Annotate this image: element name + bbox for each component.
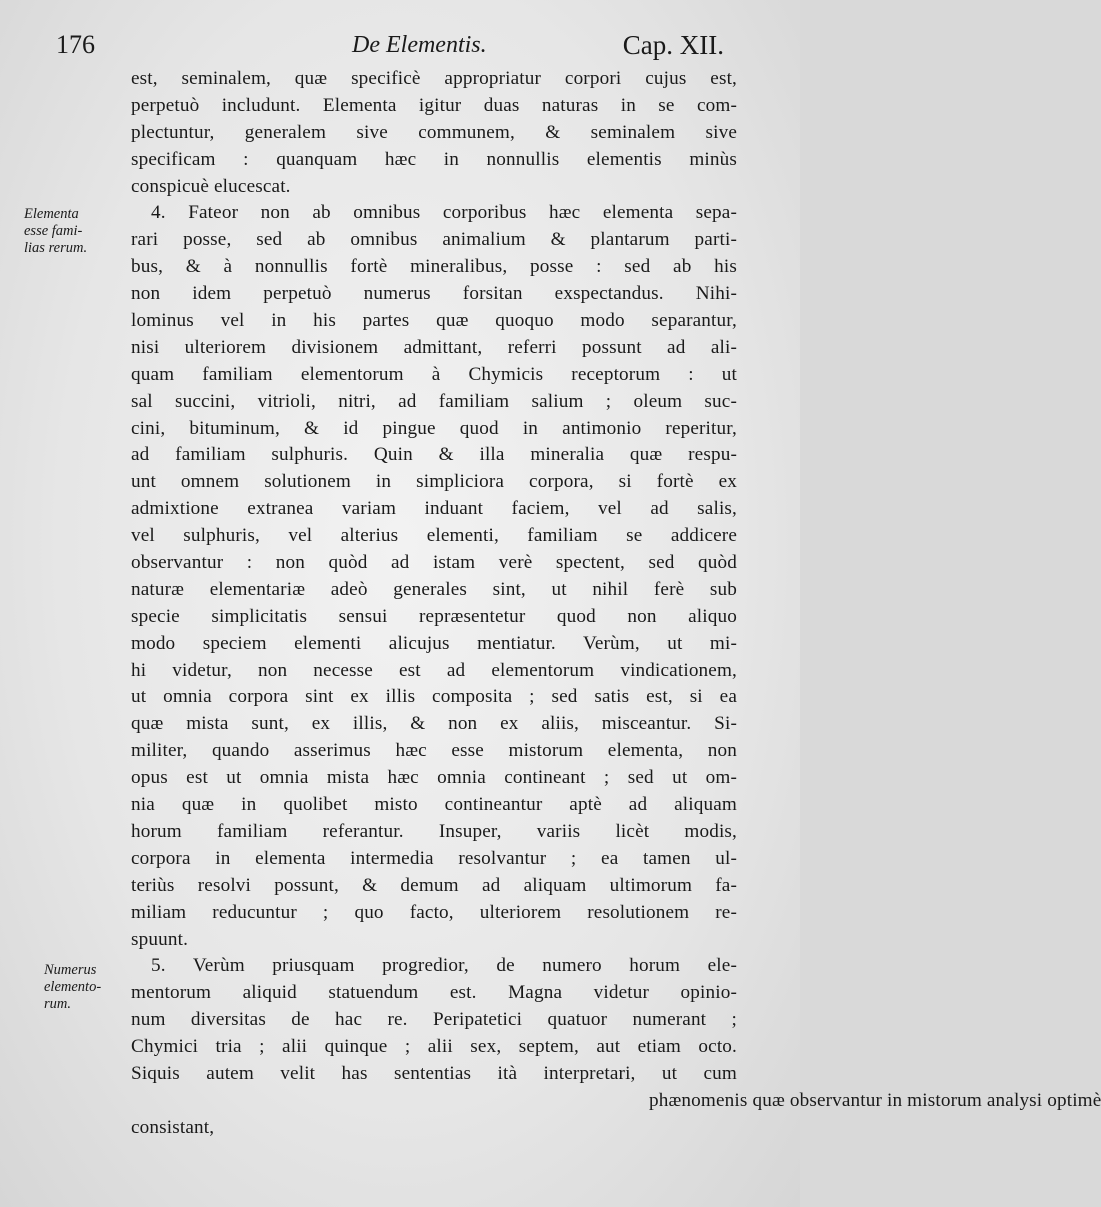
text-line: perpetuò includunt. Elementa igitur duas naturas in se com- <box>131 94 737 116</box>
text-line: opus est ut omnia mista hæc omnia contineant ; sed ut om- <box>131 767 737 789</box>
text-line: teriùs resolvi possunt, & demum ad aliquam ultimorum fa- <box>131 874 737 896</box>
margin-note-line: lias rerum. <box>24 240 88 256</box>
text-line: 5. Verùm priusquam progredior, de numero horum ele- <box>151 955 737 977</box>
margin-note-line: rum. <box>44 996 71 1012</box>
text-line: mentorum aliquid statuendum est. Magna videtur opinio- <box>131 982 737 1004</box>
text-line: admixtione extranea variam induant faciem, vel ad salis, <box>131 498 737 520</box>
text-line: specie simplicitatis sensui repræsentetur quod non aliquo <box>131 605 737 627</box>
text-line: modo speciem elementi alicujus mentiatur. Verùm, ut mi- <box>131 632 737 654</box>
text-line: 4. Fateor non ab omnibus corporibus hæc elementa sepa- <box>151 202 737 224</box>
margin-note-line: esse fami- <box>24 223 83 239</box>
text-line: cini, bituminum, & id pingue quod in antimonio reperitur, <box>131 417 737 439</box>
text-line: horum familiam referantur. Insuper, variis licèt modis, <box>131 820 737 842</box>
text-line: sal succini, vitrioli, nitri, ad familiam salium ; oleum suc- <box>131 390 737 412</box>
text-line: consistant, <box>131 1116 215 1138</box>
text-line: spuunt. <box>131 928 189 950</box>
margin-note-line: Elementa <box>24 206 79 222</box>
text-line: conspicuè elucescat. <box>131 175 291 197</box>
chapter-label: Cap. XII. <box>622 30 724 60</box>
page-number: 176 <box>56 30 95 59</box>
body-text <box>131 66 1101 1142</box>
text-line: phænomenis quæ observantur in mistorum analysi optimè <box>649 1089 1101 1111</box>
text-line: ad familiam sulphuris. Quin & illa mineralia quæ respu- <box>131 444 737 466</box>
running-title: De Elementis. <box>352 32 487 58</box>
text-line: lominus vel in his partes quæ quoquo modo separantur, <box>131 310 737 332</box>
text-line: observantur : non quòd ad istam verè spectent, sed quòd <box>131 552 737 574</box>
text-line: specificam : quanquam hæc in nonnullis elementis minùs <box>131 148 737 170</box>
text-line: hi videtur, non necesse est ad elementorum vindicationem, <box>131 659 737 681</box>
text-line: ut omnia corpora sint ex illis composita ; sed satis est, si ea <box>131 686 737 708</box>
margin-note-elementa <box>24 206 124 257</box>
text-line: nia quæ in quolibet misto contineantur aptè ad aliquam <box>131 794 737 816</box>
margin-note-numerus <box>44 962 144 1013</box>
text-line: miliam reducuntur ; quo facto, ulteriorem resolutionem re- <box>131 901 737 923</box>
text-line: Siquis autem velit has sententias ità interpretari, ut cum <box>131 1062 737 1084</box>
text-line: Chymici tria ; alii quinque ; alii sex, septem, aut etiam octo. <box>131 1036 737 1058</box>
text-line: plectuntur, generalem sive communem, & seminalem sive <box>131 121 737 143</box>
text-line: corpora in elementa intermedia resolvantur ; ea tamen ul- <box>131 847 737 869</box>
page-header <box>56 30 724 70</box>
text-line: bus, & à nonnullis fortè mineralibus, posse : sed ab his <box>131 256 737 278</box>
text-line: non idem perpetuò numerus forsitan exspectandus. Nihi- <box>131 283 737 305</box>
margin-note-line: Numerus <box>44 962 97 978</box>
text-line: quæ mista sunt, ex illis, & non ex aliis, misceantur. Si- <box>131 713 737 735</box>
text-line: nisi ulteriorem divisionem admittant, referri possunt ad ali- <box>131 336 737 358</box>
text-line: vel sulphuris, vel alterius elementi, familiam se addicere <box>131 525 737 547</box>
text-line: est, seminalem, quæ specificè appropriatur corpori cujus est, <box>131 68 737 89</box>
text-line: quam familiam elementorum à Chymicis receptorum : ut <box>131 363 737 385</box>
text-line: unt omnem solutionem in simpliciora corpora, si fortè ex <box>131 471 737 493</box>
text-line: militer, quando asserimus hæc esse mistorum elementa, non <box>131 740 737 762</box>
text-line: num diversitas de hac re. Peripatetici quatuor numerant ; <box>131 1009 737 1031</box>
text-line: naturæ elementariæ adeò generales sint, ut nihil ferè sub <box>131 578 737 600</box>
text-line: rari posse, sed ab omnibus animalium & plantarum parti- <box>131 229 737 251</box>
margin-note-line: elemento- <box>44 979 102 995</box>
